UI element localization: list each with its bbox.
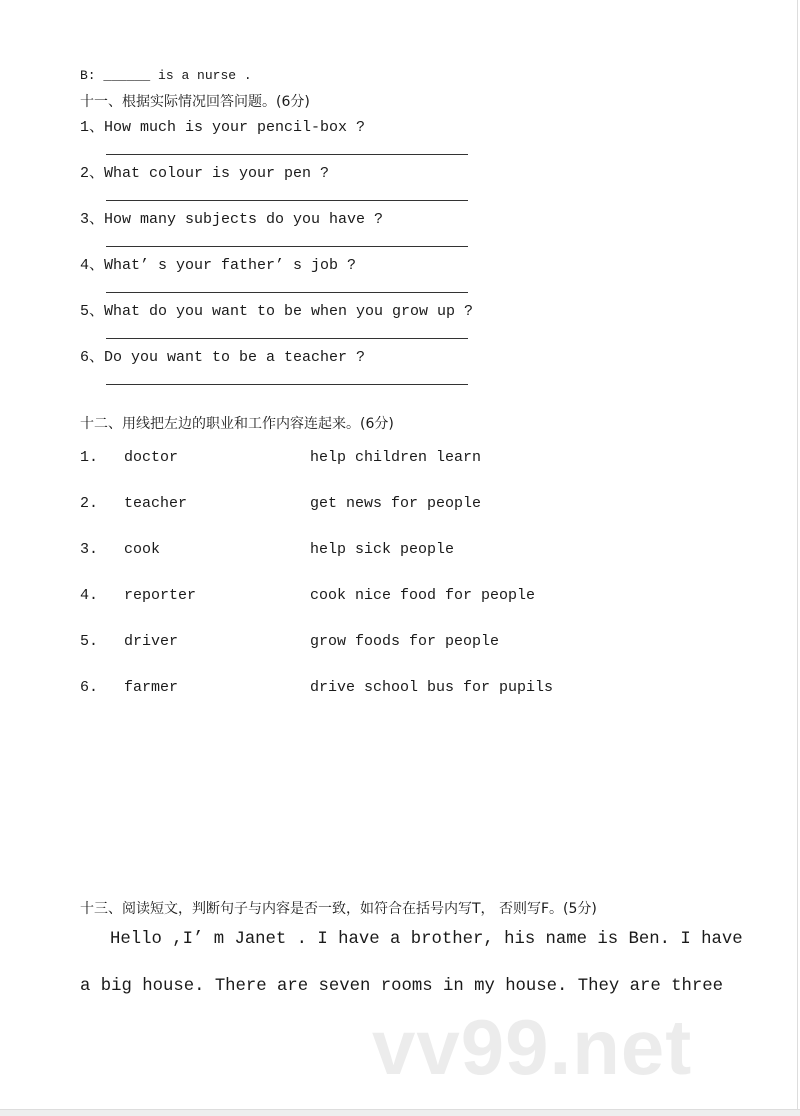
section-12-title: 十二、用线把左边的职业和工作内容连起来。(6分) (80, 416, 394, 432)
answer-line-2[interactable] (106, 200, 468, 201)
sentence-text: is a nurse . (158, 68, 252, 83)
job-description: cook nice food for people (310, 587, 536, 604)
answer-line-4[interactable] (106, 292, 468, 293)
job-item: doctor (124, 449, 179, 466)
job-description: help children learn (310, 449, 482, 466)
row-number: 5. (80, 633, 99, 650)
job-description: grow foods for people (310, 633, 500, 650)
blank: ______ (103, 68, 151, 83)
section-11-title: 十一、根据实际情况回答问题。(6分) (80, 94, 310, 110)
reading-paragraph-line-1: Hello ,I’ m Janet . I have a brother, his name is Ben. I have (110, 930, 743, 949)
page-edge (797, 0, 798, 1110)
speaker-label: B: (80, 68, 96, 83)
previous-answer-line (80, 68, 252, 83)
row-number: 1. (80, 449, 99, 466)
job-description: help sick people (310, 541, 455, 558)
question-5: 5、What do you want to be when you grow up ? (80, 303, 474, 320)
job-description: get news for people (310, 495, 482, 512)
answer-line-6[interactable] (106, 384, 468, 385)
reading-paragraph-line-2: a big house. There are seven rooms in my house. They are three (80, 977, 723, 996)
row-number: 2. (80, 495, 99, 512)
job-item: reporter (124, 587, 197, 604)
question-3: 3、How many subjects do you have ? (80, 211, 384, 228)
watermark: vv99.net (372, 1003, 693, 1091)
job-description: drive school bus for pupils (310, 679, 554, 696)
job-item: cook (124, 541, 161, 558)
row-number: 4. (80, 587, 99, 604)
section-13-title: 十三、阅读短文，判断句子与内容是否一致，如符合在括号内写T， 否则写F。(5分) (80, 901, 597, 917)
answer-line-1[interactable] (106, 154, 468, 155)
row-number: 3. (80, 541, 99, 558)
row-number: 6. (80, 679, 99, 696)
question-4: 4、What’ s your father’ s job ? (80, 257, 357, 274)
job-item: driver (124, 633, 179, 650)
question-6: 6、Do you want to be a teacher ? (80, 349, 366, 366)
job-item: teacher (124, 495, 188, 512)
page-bottom-border (0, 1109, 800, 1116)
question-2: 2、What colour is your pen ? (80, 165, 330, 182)
answer-line-3[interactable] (106, 246, 468, 247)
answer-line-5[interactable] (106, 338, 468, 339)
question-1: 1、How much is your pencil-box ? (80, 119, 366, 136)
job-item: farmer (124, 679, 179, 696)
